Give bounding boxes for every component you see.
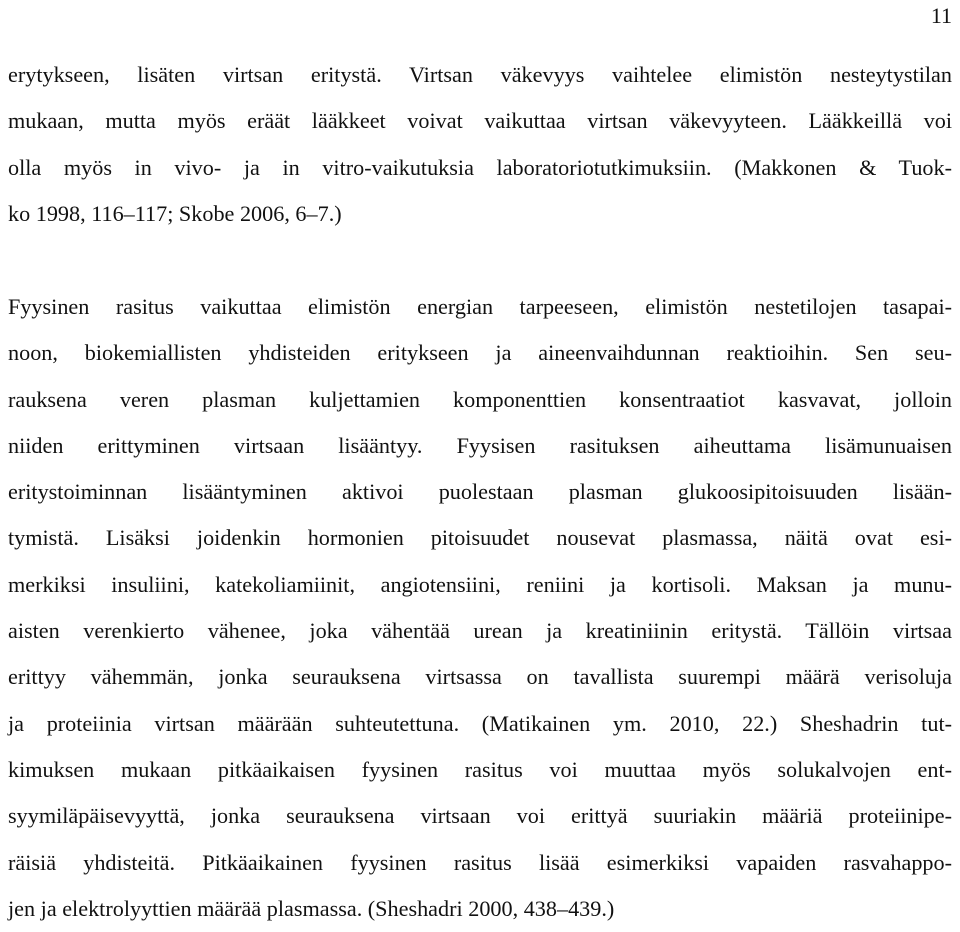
text-line: mukaan, mutta myös eräät lääkkeet voivat vaikuttaa virtsan väkevyyteen. Lääkkeillä voi [8, 108, 952, 134]
text-line: noon, biokemiallisten yhdisteiden eritykseen ja aineenvaihdunnan reaktioihin. Sen seu- [8, 340, 952, 366]
text-line: ja proteiinia virtsan määrään suhteutettuna. (Matikainen ym. 2010, 22.) Sheshadrin tut- [8, 710, 952, 736]
text-line: ko 1998, 116–117; Skobe 2006, 6–7.) [8, 201, 342, 227]
text-line: syymiläpäisevyyttä, jonka seurauksena virtsaan voi erittyä suuriakin määriä proteiinipe- [8, 803, 952, 829]
text-line: merkiksi insuliini, katekoliamiinit, angiotensiini, reniini ja kortisoli. Maksan ja munu- [8, 571, 952, 597]
text-line: tymistä. Lisäksi joidenkin hormonien pitoisuudet nousevat plasmassa, näitä ovat esi- [8, 525, 952, 551]
paragraph-2 [8, 284, 952, 932]
text-line: eritystoiminnan lisääntyminen aktivoi puolestaan plasman glukoosipitoisuuden lisään- [8, 479, 952, 505]
text-line: aisten verenkierto vähenee, joka vähentää urean ja kreatiniinin eritystä. Tällöin virtsaa [8, 618, 952, 644]
text-line: jen ja elektrolyyttien määrää plasmassa. (Sheshadri 2000, 438–439.) [8, 896, 615, 921]
paragraph-1 [8, 52, 952, 237]
page-number: 11 [930, 3, 952, 28]
text-line: Fyysinen rasitus vaikuttaa elimistön energian tarpeeseen, elimistön nestetilojen tasapai- [8, 294, 952, 319]
text-line: räisiä yhdisteitä. Pitkäaikainen fyysinen rasitus lisää esimerkiksi vapaiden rasvahappo- [8, 849, 952, 875]
text-line: kimuksen mukaan pitkäaikaisen fyysinen rasitus voi muuttaa myös solukalvojen ent- [8, 756, 952, 782]
text-line: erytykseen, lisäten virtsan eritystä. Virtsan väkevyys vaihtelee elimistön nesteytystilan [8, 62, 952, 87]
text-line: erittyy vähemmän, jonka seurauksena virtsassa on tavallista suurempi määrä verisoluja [8, 664, 952, 690]
text-line: rauksena veren plasman kuljettamien komponenttien konsentraatiot kasvavat, jolloin [8, 386, 952, 412]
text-line: olla myös in vivo- ja in vitro-vaikutuksia laboratoriotutkimuksiin. (Makkonen & Tuok- [8, 154, 952, 180]
text-line: niiden erittyminen virtsaan lisääntyy. Fyysisen rasituksen aiheuttama lisämunuaisen [8, 432, 952, 458]
